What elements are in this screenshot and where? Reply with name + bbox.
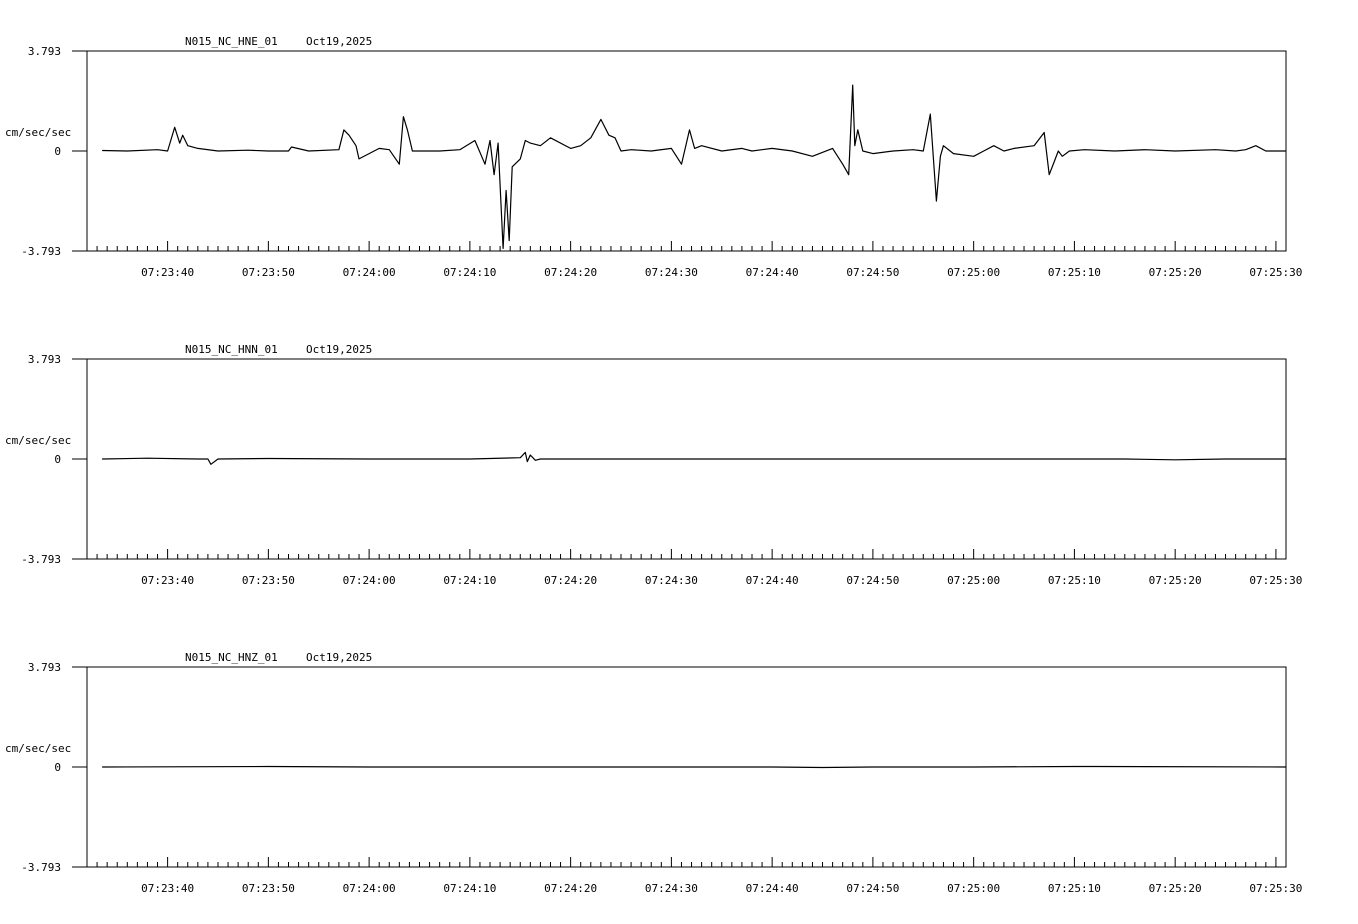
x-tick-label: 07:23:40 [141,574,195,587]
x-tick-label: 07:24:10 [443,882,497,895]
panel-date: Oct19,2025 [306,35,373,48]
x-tick-label: 07:25:20 [1148,266,1202,279]
x-tick-label: 07:25:30 [1249,574,1303,587]
y-tick-label: 0 [54,145,61,158]
y-axis-label: cm/sec/sec [5,742,72,755]
y-tick-label: 0 [54,453,61,466]
x-tick-label: 07:24:10 [443,266,497,279]
x-tick-label: 07:25:30 [1249,266,1303,279]
x-tick-label: 07:25:10 [1047,574,1101,587]
x-tick-label: 07:25:10 [1047,882,1101,895]
x-tick-label: 07:24:50 [846,574,900,587]
x-tick-label: 07:23:50 [241,266,295,279]
series-line [102,767,1286,768]
x-tick-label: 07:23:40 [141,882,195,895]
x-tick-label: 07:23:40 [141,266,195,279]
x-tick-label: 07:25:00 [947,882,1001,895]
y-tick-label: 3.793 [27,353,61,366]
panel-title: N015_NC_HNN_01 [185,343,278,356]
x-tick-label: 07:24:50 [846,266,900,279]
panel-3 [5,651,1302,895]
y-tick-label: 0 [54,761,61,774]
panel-1 [5,35,1302,279]
panel-title: N015_NC_HNE_01 [185,35,278,48]
x-tick-label: 07:24:10 [443,574,497,587]
x-tick-label: 07:24:20 [544,882,598,895]
y-tick-label: 3.793 [27,45,61,58]
panel-2 [5,343,1302,587]
x-tick-label: 07:24:20 [544,266,598,279]
x-tick-label: 07:25:10 [1047,266,1101,279]
series-line [102,452,1286,464]
x-tick-label: 07:24:40 [745,266,799,279]
panel-date: Oct19,2025 [306,343,373,356]
x-tick-label: 07:24:30 [644,266,698,279]
x-tick-label: 07:24:50 [846,882,900,895]
y-axis-label: cm/sec/sec [5,126,72,139]
x-tick-label: 07:24:00 [342,574,396,587]
y-tick-label: -3.793 [21,245,61,258]
panel-title: N015_NC_HNZ_01 [185,651,278,664]
x-tick-label: 07:24:30 [644,574,698,587]
x-tick-label: 07:25:00 [947,266,1001,279]
x-tick-label: 07:25:00 [947,574,1001,587]
x-tick-label: 07:24:30 [644,882,698,895]
x-tick-label: 07:24:00 [342,266,396,279]
x-tick-label: 07:24:40 [745,574,799,587]
y-tick-label: 3.793 [27,661,61,674]
y-tick-label: -3.793 [21,861,61,874]
series-line [102,85,1286,248]
x-tick-label: 07:25:30 [1249,882,1303,895]
x-tick-label: 07:24:40 [745,882,799,895]
x-tick-label: 07:24:20 [544,574,598,587]
y-axis-label: cm/sec/sec [5,434,72,447]
panel-date: Oct19,2025 [306,651,373,664]
x-tick-label: 07:25:20 [1148,574,1202,587]
x-tick-label: 07:23:50 [241,882,295,895]
y-tick-label: -3.793 [21,553,61,566]
x-tick-label: 07:25:20 [1148,882,1202,895]
x-tick-label: 07:23:50 [241,574,295,587]
x-tick-label: 07:24:00 [342,882,396,895]
